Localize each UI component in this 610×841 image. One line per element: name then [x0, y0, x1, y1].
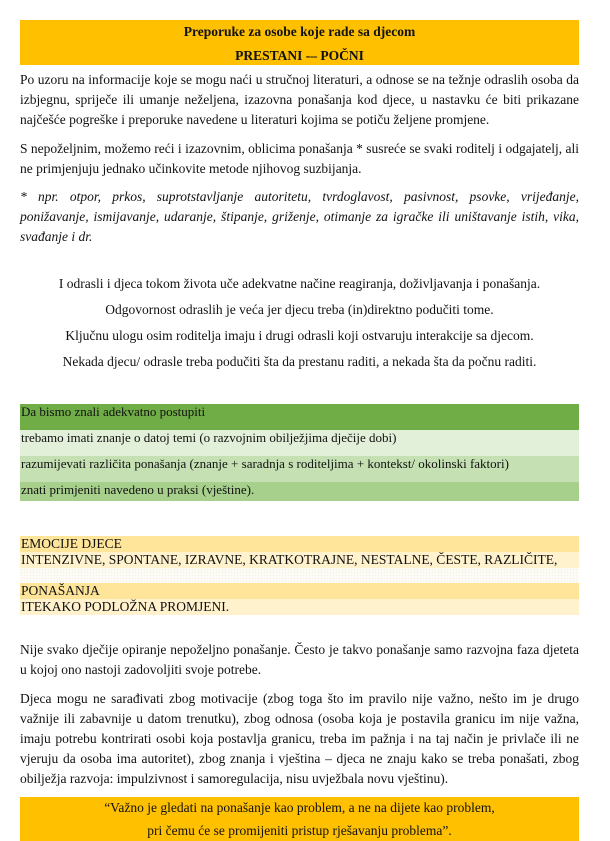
- knowledge-table: [20, 404, 579, 501]
- centered-statement: I odrasli i djeca tokom života uče adekvatne načine reagiranja, doživljavanja i ponašanja.: [58, 276, 541, 291]
- centered-statement: Ključnu ulogu osim roditelja imaju i drugi odrasli koji ostvaruju interakcije sa djecom.: [65, 328, 534, 343]
- header-banner: [20, 20, 579, 65]
- behaviour-label: PONAŠANJA: [20, 583, 579, 599]
- centered-statements: [20, 274, 579, 372]
- document-page: [20, 20, 579, 841]
- behaviour-paragraph: S nepoželjnim, možemo reći i izazovnim, oblicima ponašanja * susreće se svaki roditelj i odgajatelj, ali ne primjenjuju jednako učinkovite metode njihovog suzbijanja.: [20, 141, 579, 176]
- emotions-table: [20, 536, 579, 615]
- quote-line: “Važno je gledati na ponašanje kao problem, a ne na dijete kao problem,: [104, 800, 495, 815]
- behaviour-value: ITEKAKO PODLOŽNA PROMJENI.: [20, 599, 579, 615]
- centered-statement: Nekada djecu/ odrasle treba podučiti šta da prestanu raditi, a nekada šta da počnu raditi.: [62, 354, 537, 369]
- quote-line: pri čemu će se promijeniti pristup rješavanju problema”.: [147, 823, 452, 838]
- centered-statement: Odgovornost odraslih je veća jer djecu treba (in)direktno podučiti tome.: [105, 302, 494, 317]
- knowledge-table-header: Da bismo znali adekvatno postupiti: [20, 404, 579, 430]
- cooperation-paragraph: Djeca mogu ne sarađivati zbog motivacije (zbog toga što im pravilo nije važno, nešto im je drugo važnije ili zabavnije u datom trenutku), zbog odnosa (osoba koja je postavila granicu im nije važna, imaju potrebu kontrirati osobi koja postavlja granicu, treba im pažnja i na taj način je privlače ili ne vjeruju da osoba ima autoritet), zbog znanja i vještina – djeca ne znaju kako se treba ponašati, zbog obilježja razvoja: impulzivnost i samoregulacija, nisu uvježbala novu vještinu).: [20, 691, 579, 786]
- resistance-paragraph: Nije svako dječije opiranje nepoželjno ponašanje. Često je takvo ponašanje samo razvojna faza djeteta u kojoj ono nastoji zadovoljiti svoje potrebe.: [20, 642, 579, 677]
- knowledge-table-row: razumijevati različita ponašanja (znanje + saradnja s roditeljima + kontekst/ okolinski faktori): [20, 456, 579, 482]
- table-spacer: [20, 568, 579, 583]
- header-title: Preporuke za osobe koje rade sa djecom: [183, 24, 416, 39]
- footnote-examples: * npr. otpor, prkos, suprotstavljanje autoritetu, tvrdoglavost, pasivnost, psovke, vrijeđanje, ponižavanje, ismijavanje, udaranje, štipanje, griženje, otimanje za igračke ili uništavanje istih, vika, svađanje i dr.: [20, 189, 579, 244]
- header-subtitle: PRESTANI -– POČNI: [235, 48, 364, 63]
- knowledge-table-row: trebamo imati znanje o datoj temi (o razvojnim obilježjima dječije dobi): [20, 430, 579, 456]
- intro-paragraph: Po uzoru na informacije koje se mogu naći u stručnoj literaturi, a odnose se na težnje odraslih osoba da izbjegnu, spriječe ili umanje neželjena, izazovna ponašanja kod djece, u nastavku će biti prikazane najčešće pogreške i preporuke navedene u literaturi kojima se potiču željene promjene.: [20, 72, 579, 127]
- emotions-label: EMOCIJE DJECE: [20, 536, 579, 552]
- emotions-value: INTENZIVNE, SPONTANE, IZRAVNE, KRATKOTRAJNE, NESTALNE, ČESTE, RAZLIČITE,: [20, 552, 579, 568]
- quote-banner: [20, 797, 579, 841]
- knowledge-table-row: znati primjeniti navedeno u praksi (vještine).: [20, 482, 579, 501]
